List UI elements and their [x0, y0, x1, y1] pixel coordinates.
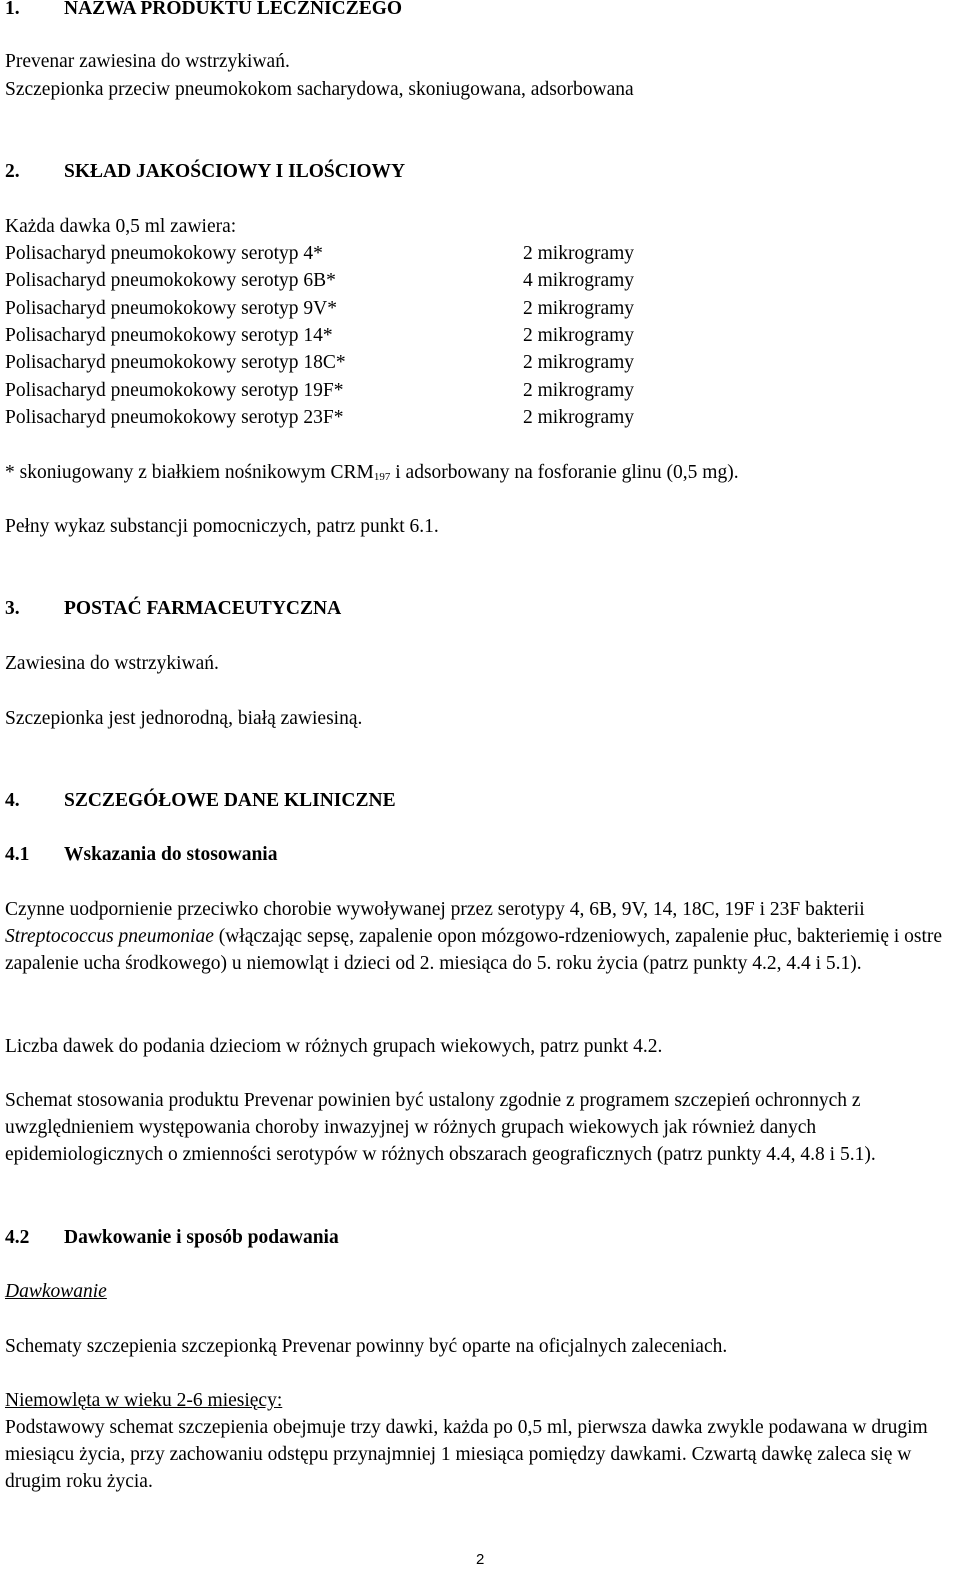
section-title: SKŁAD JAKOŚCIOWY I ILOŚCIOWY: [64, 161, 406, 182]
composition-row-name: Polisacharyd pneumokokowy serotyp 14*: [5, 325, 333, 346]
subsection-number: 4.2: [5, 1227, 30, 1248]
composition-footnote: [5, 459, 739, 486]
section-4-heading: [5, 787, 396, 814]
appearance-description: Szczepionka jest jednorodną, białą zawiesiną.: [5, 708, 363, 729]
section-number: 1.: [5, 0, 20, 19]
indications-text: Czynne uodpornienie przeciwko chorobie wywoływanej przez serotypy 4, 6B, 9V, 14, 18C, 19F i 23F bakterii: [5, 899, 865, 920]
composition-row-name: Polisacharyd pneumokokowy serotyp 6B*: [5, 270, 336, 291]
composition-row-amount: 2 mikrogramy: [523, 325, 635, 346]
composition-row-amount: 4 mikrogramy: [523, 270, 635, 291]
composition-row-name: Polisacharyd pneumokokowy serotyp 23F*: [5, 407, 344, 428]
product-name-line: Prevenar zawiesina do wstrzykiwań.: [5, 51, 290, 72]
subsection-title: Wskazania do stosowania: [64, 844, 278, 865]
section-title: SZCZEGÓŁOWE DANE KLINICZNE: [64, 790, 396, 811]
dosing-text: Schematy szczepienia szczepionką Prevenar powinny być oparte na oficjalnych zaleceniach.: [5, 1336, 728, 1357]
section-title: NAZWA PRODUKTU LECZNICZEGO: [64, 0, 403, 19]
page-number: 2: [476, 1551, 485, 1568]
section-title: POSTAĆ FARMACEUTYCZNA: [64, 598, 342, 619]
section-number: 3.: [5, 598, 20, 619]
indications-text: (włączając sepsę, zapalenie opon mózgowo-rdzeniowych, zapalenie płuc, bakteriemię i ostre zapalenie ucha środkowego) u niemowląt i dzieci od 2. miesiąca do 5. roku życia (patrz punkty 4.2, 4.4 i 5.1).: [5, 926, 943, 974]
pharmaceutical-form: Zawiesina do wstrzykiwań.: [5, 653, 219, 674]
composition-intro: Każda dawka 0,5 ml zawiera:: [5, 216, 237, 237]
composition-row-amount: 2 mikrogramy: [523, 380, 635, 401]
composition-row-amount: 2 mikrogramy: [523, 243, 635, 264]
product-description-line: Szczepionka przeciw pneumokokom sacharydowa, skoniugowana, adsorbowana: [5, 79, 634, 100]
composition-row-amount: 2 mikrogramy: [523, 298, 635, 319]
composition-row-amount: 2 mikrogramy: [523, 352, 635, 373]
composition-row-name: Polisacharyd pneumokokowy serotyp 4*: [5, 243, 323, 264]
composition-row-amount: 2 mikrogramy: [523, 407, 635, 428]
subsection-4-1-heading: [5, 841, 277, 868]
dose-count-paragraph: Liczba dawek do podania dzieciom w różnych grupach wiekowych, patrz punkt 4.2.: [5, 1036, 663, 1057]
composition-row-name: Polisacharyd pneumokokowy serotyp 18C*: [5, 352, 346, 373]
section-number: 2.: [5, 161, 20, 182]
infants-heading: Niemowlęta w wieku 2-6 miesięcy:: [5, 1390, 283, 1411]
schedule-paragraph: Schemat stosowania produktu Prevenar powinien być ustalony zgodnie z programem szczepień ochronnych z uwzględnieniem występowania choroby inwazyjnej w różnych grupach wiekowych jak również danych epidemiologicznych o zmienności serotypów w różnych obszarach geograficznych (patrz punkty 4.4, 4.8 i 5.1).: [5, 1090, 876, 1165]
subsection-4-2-heading: [5, 1224, 339, 1251]
composition-row-name: Polisacharyd pneumokokowy serotyp 9V*: [5, 298, 337, 319]
footnote-text: i adsorbowany na fosforanie glinu (0,5 mg).: [390, 462, 739, 483]
subsection-title: Dawkowanie i sposób podawania: [64, 1227, 339, 1248]
dosing-heading: Dawkowanie: [5, 1281, 107, 1302]
indications-paragraph: [5, 896, 955, 977]
section-1-heading: [5, 0, 402, 22]
excipients-note: Pełny wykaz substancji pomocniczych, patrz punkt 6.1.: [5, 516, 439, 537]
footnote-text: * skoniugowany z białkiem nośnikowym CRM: [5, 462, 374, 483]
subsection-number: 4.1: [5, 844, 30, 865]
section-2-heading: [5, 158, 405, 185]
infants-paragraph: Podstawowy schemat szczepienia obejmuje trzy dawki, każda po 0,5 ml, pierwsza dawka zwykle podawana w drugim miesiącu życia, przy zachowaniu odstępu przynajmniej 1 miesiąca pomiędzy dawkami. Czwartą dawkę zaleca się w drugim roku życia.: [5, 1417, 928, 1492]
composition-row-name: Polisacharyd pneumokokowy serotyp 19F*: [5, 380, 344, 401]
footnote-subscript: 197: [373, 471, 391, 483]
section-number: 4.: [5, 790, 20, 811]
section-3-heading: [5, 595, 341, 622]
bacteria-name: Streptococcus pneumoniae: [5, 926, 214, 947]
